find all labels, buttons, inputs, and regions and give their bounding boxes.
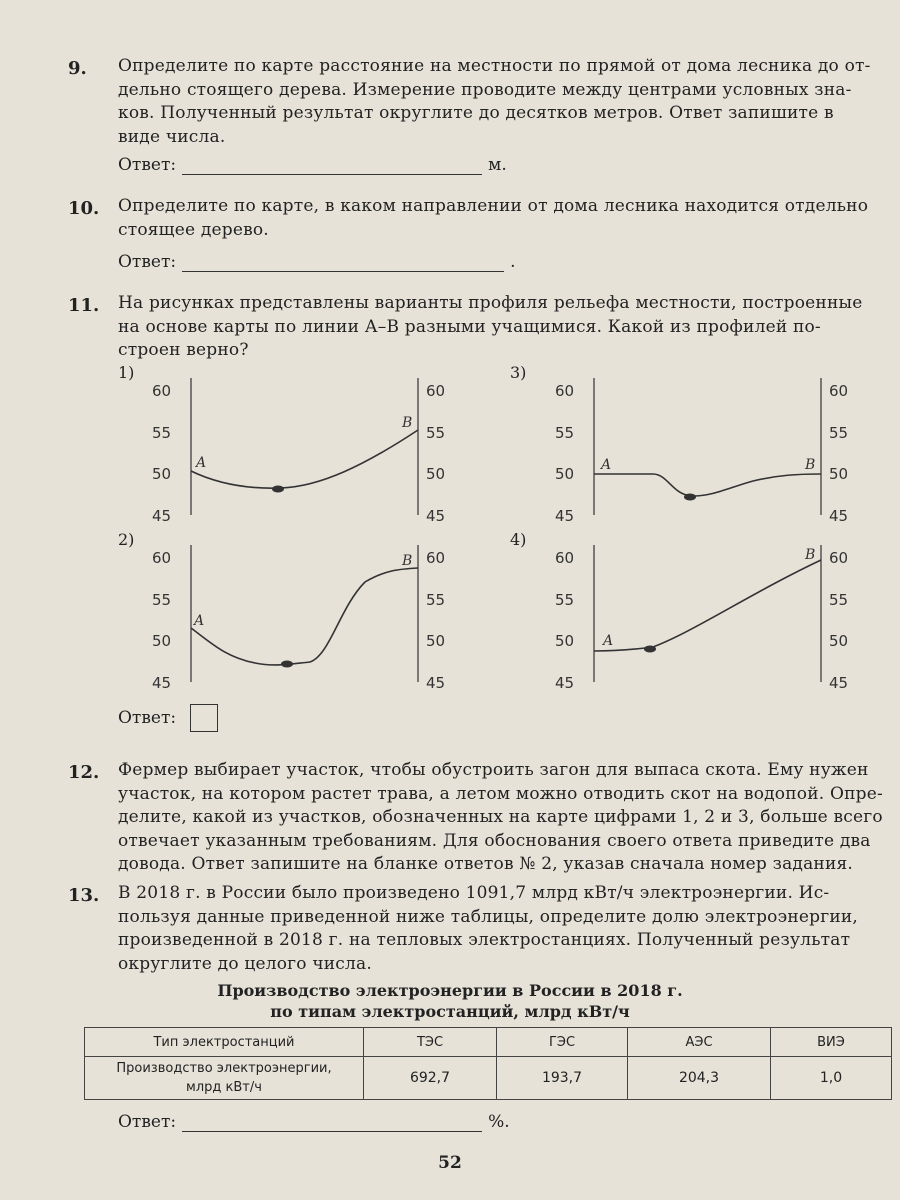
tick-right-50: 50 <box>426 632 446 650</box>
question-9-text: Определите по карте расстояние на местности по прямой от дома лесника до от- дельно стоящего дерева. Измерение проводите между центрами условных зна- ков. Полученный результат округлите до десятков метров. Ответ запишите в виде числа. <box>118 56 871 147</box>
answer-label: Ответ: <box>118 252 177 272</box>
point-a-label: A <box>194 613 205 629</box>
question-10-text: Определите по карте, в каком направлении от дома лесника находится отдельно стоящее дерево. <box>118 196 869 240</box>
tick-right-50: 50 <box>829 465 849 483</box>
tick-right-45: 45 <box>426 674 446 692</box>
answer-label: Ответ: <box>118 708 177 728</box>
tick-right-45: 45 <box>426 507 446 525</box>
tick-right-50: 50 <box>426 465 446 483</box>
question-10-answer <box>118 252 516 272</box>
answer-field-9[interactable] <box>182 156 482 175</box>
answer-label: Ответ: <box>118 1112 177 1132</box>
value-aes: 204,3 <box>628 1057 771 1100</box>
profile-marker <box>272 486 284 493</box>
tick-left-55: 55 <box>152 424 172 442</box>
tick-left-50: 50 <box>555 465 575 483</box>
tick-left-45: 45 <box>555 674 575 692</box>
question-12-text: Фермер выбирает участок, чтобы обустроить загон для выпаса скота. Ему нужен участок, на котором растет трава, а летом можно отводить скот на водопой. Опре- делите, какой из участков, обозначенных на карте цифрами 1, 2 и 3, больше всего отвечает указанным требованиям. Для обоснования своего ответа приведите два довода. Ответ запишите на бланке ответов № 2, указав сначала номер задания. <box>118 760 883 874</box>
tick-right-45: 45 <box>829 674 849 692</box>
profile-curve <box>191 568 418 665</box>
question-12-number: 12. <box>68 762 100 783</box>
value-ges: 193,7 <box>497 1057 628 1100</box>
header-aes: АЭС <box>628 1028 771 1057</box>
profile-marker <box>644 646 656 653</box>
question-11-answer <box>118 708 176 728</box>
profile-4-label: 4) <box>510 530 527 549</box>
profile-curve <box>594 560 821 651</box>
tick-left-45: 45 <box>152 507 172 525</box>
tick-right-60: 60 <box>829 549 849 567</box>
question-11-text: На рисунках представлены варианты профиля рельефа местности, построенные на основе карты по линии А–В разными учащимися. Какой из профилей по- строен верно? <box>118 293 863 360</box>
tick-left-55: 55 <box>152 591 172 609</box>
tick-right-60: 60 <box>426 549 446 567</box>
tick-left-45: 45 <box>555 507 575 525</box>
header-vie: ВИЭ <box>771 1028 892 1057</box>
point-b-label: B <box>402 553 413 569</box>
tick-right-55: 55 <box>829 591 849 609</box>
profile-marker <box>684 494 696 501</box>
tick-left-55: 55 <box>555 424 575 442</box>
tick-left-50: 50 <box>555 632 575 650</box>
question-13-number: 13. <box>68 885 100 906</box>
profile-curve <box>594 474 821 496</box>
value-tes: 692,7 <box>364 1057 497 1100</box>
answer-box-11[interactable] <box>190 704 218 732</box>
tick-left-45: 45 <box>152 674 172 692</box>
profile-3-label: 3) <box>510 363 527 382</box>
tick-right-60: 60 <box>426 382 446 400</box>
tick-right-55: 55 <box>829 424 849 442</box>
page-number: 52 <box>438 1153 462 1173</box>
value-vie: 1,0 <box>771 1057 892 1100</box>
answer-label: Ответ: <box>118 155 177 175</box>
point-b-label: B <box>805 457 816 473</box>
question-11-number: 11. <box>68 295 100 316</box>
tick-left-50: 50 <box>152 632 172 650</box>
row-label-line-2: млрд кВт/ч <box>186 1080 262 1095</box>
tick-left-60: 60 <box>152 382 172 400</box>
answer-field-10[interactable] <box>182 253 504 272</box>
table-row <box>85 1057 892 1100</box>
tick-left-60: 60 <box>555 549 575 567</box>
profile-4-chart <box>553 537 873 695</box>
row-label <box>85 1057 364 1100</box>
answer-unit: %. <box>488 1112 510 1132</box>
profile-3-chart <box>553 370 873 528</box>
tick-right-50: 50 <box>829 632 849 650</box>
profile-1-chart <box>150 370 470 528</box>
profile-1-label: 1) <box>118 363 135 382</box>
table-header-row <box>85 1028 892 1057</box>
energy-production-table <box>84 1027 892 1100</box>
tick-right-55: 55 <box>426 424 446 442</box>
question-9-answer <box>118 155 507 175</box>
point-a-label: A <box>603 633 614 649</box>
table-title-line-1: Производство электроэнергии в России в 2018 г. <box>217 981 683 1000</box>
question-13-answer <box>118 1112 510 1132</box>
header-station-type: Тип электростанций <box>85 1028 364 1057</box>
profile-2-chart <box>150 537 470 695</box>
profile-marker <box>281 661 293 668</box>
answer-unit: . <box>510 252 516 272</box>
row-label-line-1: Производство электроэнергии, <box>116 1061 332 1076</box>
point-b-label: B <box>402 415 413 431</box>
header-ges: ГЭС <box>497 1028 628 1057</box>
question-9-number: 9. <box>68 58 87 79</box>
header-tes: ТЭС <box>364 1028 497 1057</box>
tick-right-45: 45 <box>829 507 849 525</box>
tick-left-60: 60 <box>555 382 575 400</box>
point-a-label: A <box>196 455 207 471</box>
tick-left-50: 50 <box>152 465 172 483</box>
tick-right-60: 60 <box>829 382 849 400</box>
point-a-label: A <box>601 457 612 473</box>
profile-curve <box>191 430 418 488</box>
tick-left-55: 55 <box>555 591 575 609</box>
profile-2-label: 2) <box>118 530 135 549</box>
question-10-number: 10. <box>68 198 100 219</box>
tick-right-55: 55 <box>426 591 446 609</box>
point-b-label: B <box>805 547 816 563</box>
question-13-text: В 2018 г. в России было произведено 1091,7 млрд кВт/ч электроэнергии. Ис- пользуя данные приведенной ниже таблицы, определите долю электроэнергии, произведенной в 2018 г. на тепловых электростанциях. Полученный результат округлите до целого числа. <box>118 883 858 974</box>
answer-unit: м. <box>488 155 507 175</box>
answer-field-13[interactable] <box>182 1113 482 1132</box>
table-title-line-2: по типам электростанций, млрд кВт/ч <box>270 1002 630 1021</box>
tick-left-60: 60 <box>152 549 172 567</box>
